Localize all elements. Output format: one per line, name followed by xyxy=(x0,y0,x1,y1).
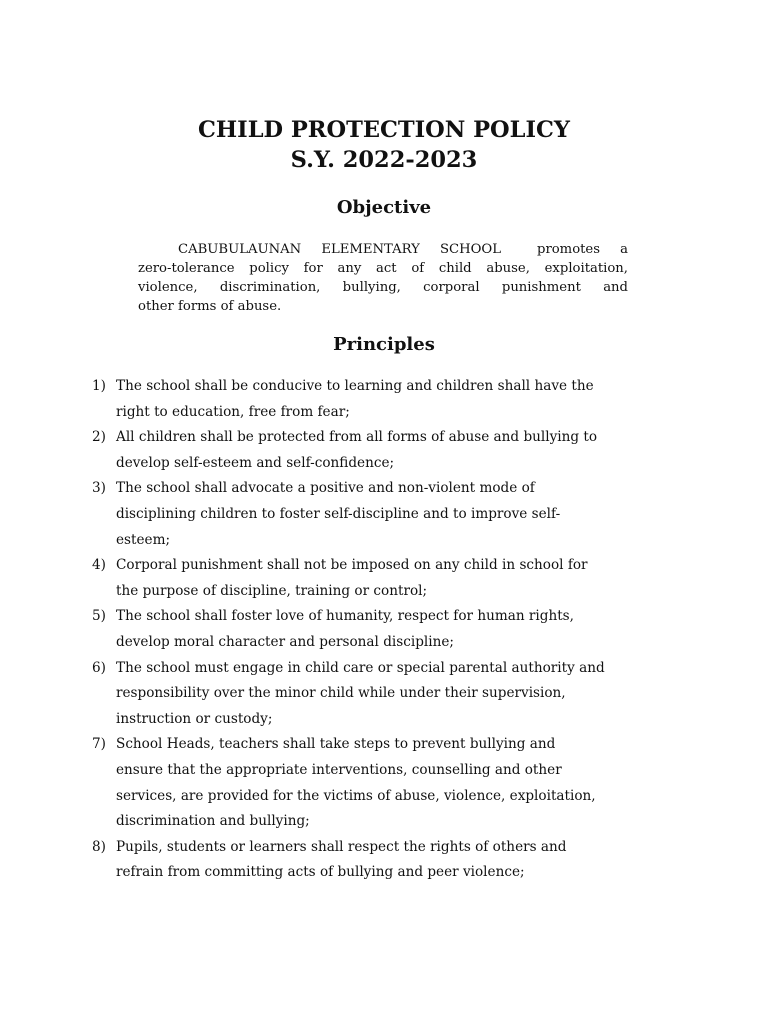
principle-item xyxy=(92,604,662,655)
principle-item xyxy=(92,656,662,733)
principle-item xyxy=(92,732,662,834)
principle-text-line: The school shall foster love of humanity, respect for human rights, xyxy=(116,608,574,625)
principles-heading: Principles xyxy=(333,334,435,355)
principle-text-line: the purpose of discipline, training or control; xyxy=(116,582,428,599)
principle-text-line: responsibility over the minor child while under their supervision, xyxy=(116,685,566,702)
principle-text-line: develop self-esteem and self-confidence; xyxy=(116,454,395,471)
principle-text-line: refrain from committing acts of bullying and peer violence; xyxy=(116,864,525,881)
objective-line: violence, discrimination, bullying, corporal punishment and xyxy=(138,280,628,295)
principle-text-line: right to education, free from fear; xyxy=(116,403,350,420)
principle-number: 8) xyxy=(92,838,106,855)
principle-number: 4) xyxy=(92,557,106,574)
objective-heading: Objective xyxy=(336,197,432,218)
principle-text-line: Corporal punishment shall not be imposed on any child in school for xyxy=(116,557,588,574)
objective-paragraph xyxy=(138,240,628,316)
objective-line: other forms of abuse. xyxy=(138,299,282,314)
principle-text-line: The school shall advocate a positive and non-violent mode of xyxy=(116,480,535,497)
document-title: CHILD PROTECTION POLICY xyxy=(198,117,570,143)
principle-item xyxy=(92,553,662,604)
principle-text-line: services, are provided for the victims of abuse, violence, exploitation, xyxy=(116,787,596,804)
principle-number: 7) xyxy=(92,736,106,753)
principle-item xyxy=(92,476,662,553)
principle-number: 3) xyxy=(92,480,106,497)
school-year: S.Y. 2022-2023 xyxy=(290,147,478,173)
principle-text-line: All children shall be protected from all forms of abuse and bullying to xyxy=(116,429,598,446)
objective-line xyxy=(138,240,628,259)
principle-item xyxy=(92,425,662,476)
principle-number: 5) xyxy=(92,608,106,625)
principle-number: 1) xyxy=(92,378,106,394)
objective-line-text: promotes a xyxy=(537,242,628,257)
principle-text-line: instruction or custody; xyxy=(116,710,273,727)
principle-item xyxy=(92,835,662,886)
objective-line: zero-tolerance policy for any act of child abuse, exploitation, xyxy=(138,261,628,276)
school-name: CABUBULAUNAN ELEMENTARY SCHOOL xyxy=(178,242,501,257)
principle-text-line: School Heads, teachers shall take steps to prevent bullying and xyxy=(116,736,556,753)
principle-text-line: discrimination and bullying; xyxy=(116,813,310,830)
principle-number: 2) xyxy=(92,429,106,446)
principle-item xyxy=(92,374,662,425)
principle-number: 6) xyxy=(92,659,106,676)
principles-list xyxy=(92,374,662,886)
principle-text-line: disciplining children to foster self-discipline and to improve self- xyxy=(116,505,561,522)
principle-text-line: ensure that the appropriate interventions, counselling and other xyxy=(116,761,562,778)
principle-text-line: develop moral character and personal discipline; xyxy=(116,633,454,650)
principle-text-line: The school shall be conducive to learning and children shall have the xyxy=(116,378,594,394)
principle-text-line: Pupils, students or learners shall respect the rights of others and xyxy=(116,838,567,855)
principle-text-line: esteem; xyxy=(116,531,171,548)
principle-text-line: The school must engage in child care or special parental authority and xyxy=(116,659,605,676)
